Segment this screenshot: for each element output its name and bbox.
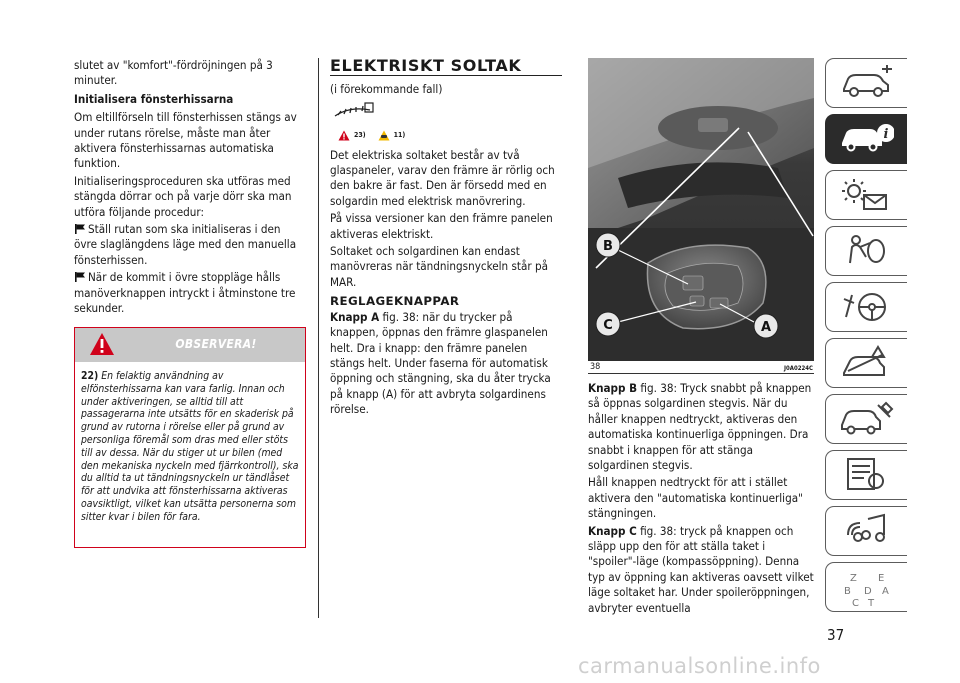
middle-column xyxy=(330,58,562,420)
paragraph: Om eltillförseln till fönsterhissen stängs av under rutans rörelse, måste man åter aktivera fönsterhissarnas automatiska funktion. xyxy=(74,110,297,171)
figure-number: 38 xyxy=(590,362,601,372)
svg-text:D: D xyxy=(864,586,872,597)
dashboard-lights-icon xyxy=(838,177,894,213)
tab-technical-data[interactable] xyxy=(825,450,907,500)
warning-triangle-icon xyxy=(89,332,115,356)
paragraph: Initialiseringsproceduren ska utföras med stängda dörrar och på varje dörr ska man utföra följande procedur: xyxy=(74,173,292,219)
warning-body xyxy=(75,362,305,524)
warning-title: OBSERVERA! xyxy=(175,337,257,351)
section-heading-initialize: Initialisera fönsterhissarna xyxy=(74,91,234,106)
caution-triangle-icon xyxy=(378,130,390,141)
tab-airbag-safety[interactable] xyxy=(825,226,907,276)
figure-code: J0A0224C xyxy=(784,365,813,372)
tab-dashboard-lights[interactable] xyxy=(825,170,907,220)
paragraph-knapp-a: Knapp A fig. 38: när du trycker på knappen, öppnas den främre glaspanelen helt. Dra i knapp: den främre panelen stängs helt. Under faserna för automatisk öppning och stängning, ska du åter trycka på knapp (A) för att avbryta solgardinens rörelse. xyxy=(330,309,551,417)
warning-number: 22) xyxy=(81,370,99,382)
watermark: carmanualsonline.info xyxy=(578,654,821,678)
caution-ref: 11) xyxy=(393,131,406,140)
figure-rule xyxy=(588,373,814,374)
callout-c: C xyxy=(603,318,613,333)
tab-steering-start[interactable] xyxy=(825,282,907,332)
svg-text:i: i xyxy=(883,127,889,142)
title-underline xyxy=(330,75,562,76)
left-column xyxy=(74,58,306,319)
tab-car-exterior[interactable] xyxy=(825,58,907,108)
warning-ref: 23) xyxy=(354,131,366,140)
steering-start-icon xyxy=(838,289,894,325)
figure-sunroof-controls xyxy=(588,58,814,361)
paragraph-knapp-c: Knapp C fig. 38: tryck på knappen och släpp upp den för att ställa taket i "spoiler"-läge (kompassöppning). Denna typ av öppning kan aktiveras oavsett vilket läge soltaket har. Under spoileröppningen, avbryter eventuella xyxy=(588,523,814,615)
car-exterior-icon xyxy=(838,65,894,101)
paragraph: Det elektriska soltaket består av två glaspaneler, varav den främre är rörlig och den bakre är fast. Den är försedd med en solgardin med elektrisk manövrering. xyxy=(330,147,555,208)
callout-b: B xyxy=(603,239,613,254)
flag-bullet-icon xyxy=(74,272,86,282)
technical-data-icon xyxy=(838,457,894,493)
intro-text: slutet av "komfort"-fördröjningen på 3 minuter. xyxy=(74,58,273,88)
car-info-icon xyxy=(838,121,894,157)
warning-triangle-icon xyxy=(338,130,350,141)
column-divider xyxy=(318,58,319,618)
section-heading-controls: REGLAGEKNAPPAR xyxy=(330,294,460,309)
svg-text:A: A xyxy=(882,586,889,597)
svg-text:Z: Z xyxy=(850,573,857,584)
maintenance-icon xyxy=(838,401,894,437)
paragraph: Håll knappen nedtryckt för att i stället aktivera den "automatiska kontinuerliga" stängningen. xyxy=(588,475,803,521)
tab-emergency[interactable] xyxy=(825,338,907,388)
sunroof-controls-photo xyxy=(588,58,814,361)
tab-car-info[interactable] xyxy=(825,114,907,164)
tab-index[interactable] xyxy=(825,562,907,612)
svg-text:C: C xyxy=(852,598,859,609)
reference-markers xyxy=(338,128,562,143)
label-knapp-c: Knapp C xyxy=(588,523,637,538)
subtitle: (i förekommande fall) xyxy=(330,82,443,97)
svg-text:B: B xyxy=(844,586,851,597)
svg-text:E: E xyxy=(878,573,885,584)
tab-maintenance[interactable] xyxy=(825,394,907,444)
bullet-item: När de kommit i övre stoppläge hålls manöverknappen intryckt i åtminstone tre sekunder. xyxy=(74,270,296,316)
tab-multimedia[interactable] xyxy=(825,506,907,556)
sunroof-icon xyxy=(332,102,376,122)
emergency-icon xyxy=(838,345,894,381)
page-title: ELEKTRISKT SOLTAK xyxy=(330,56,522,75)
airbag-safety-icon xyxy=(838,233,894,269)
page-number: 37 xyxy=(827,626,845,644)
warning-box xyxy=(74,327,306,548)
multimedia-icon xyxy=(838,513,894,549)
bullet-item: Ställ rutan som ska initialiseras i den övre slaglängdens läge med den manuella fönsterhissen. xyxy=(74,222,297,267)
label-knapp-a: Knapp A xyxy=(330,309,380,324)
flag-bullet-icon xyxy=(74,224,86,234)
paragraph-knapp-b: Knapp B fig. 38: Tryck snabbt på knappen så öppnas solgardinen stegvis. När du håller knappen nedtryckt, aktiveras den automatiska kontinuerliga öppningen. Dra snabbt i knappen för att stänga solgardinen stegvis. xyxy=(588,381,812,473)
index-icon xyxy=(838,569,894,609)
callout-a: A xyxy=(760,320,772,335)
warning-header xyxy=(75,328,305,362)
warning-text: En felaktig användning av elfönsterhissarna kan vara farlig. Innan och under aktiveringen, se alltid till att passagerarna inte utsätts för en skaderisk på grund av rutorna i rörelse eller på grund av personliga föremål som dras med eller stöts till av dessa. När du stiger ut ur bilen (med den mekaniska nyckeln med fjärrkontroll), ska du alltid ta ut tändningsnyckeln ur tändlåset för att undvika att fönsterhissarna aktiveras oavsiktligt, vilket kan utsätta personerna som sitter kvar i bilen för fara. xyxy=(81,370,299,523)
label-knapp-b: Knapp B xyxy=(588,381,638,395)
right-column xyxy=(588,381,814,618)
paragraph: Soltaket och solgardinen kan endast manövreras när tändningsnyckeln står på MAR. xyxy=(330,244,548,289)
svg-text:T: T xyxy=(868,598,875,609)
paragraph: På vissa versioner kan den främre panelen aktiveras elektriskt. xyxy=(330,211,553,241)
